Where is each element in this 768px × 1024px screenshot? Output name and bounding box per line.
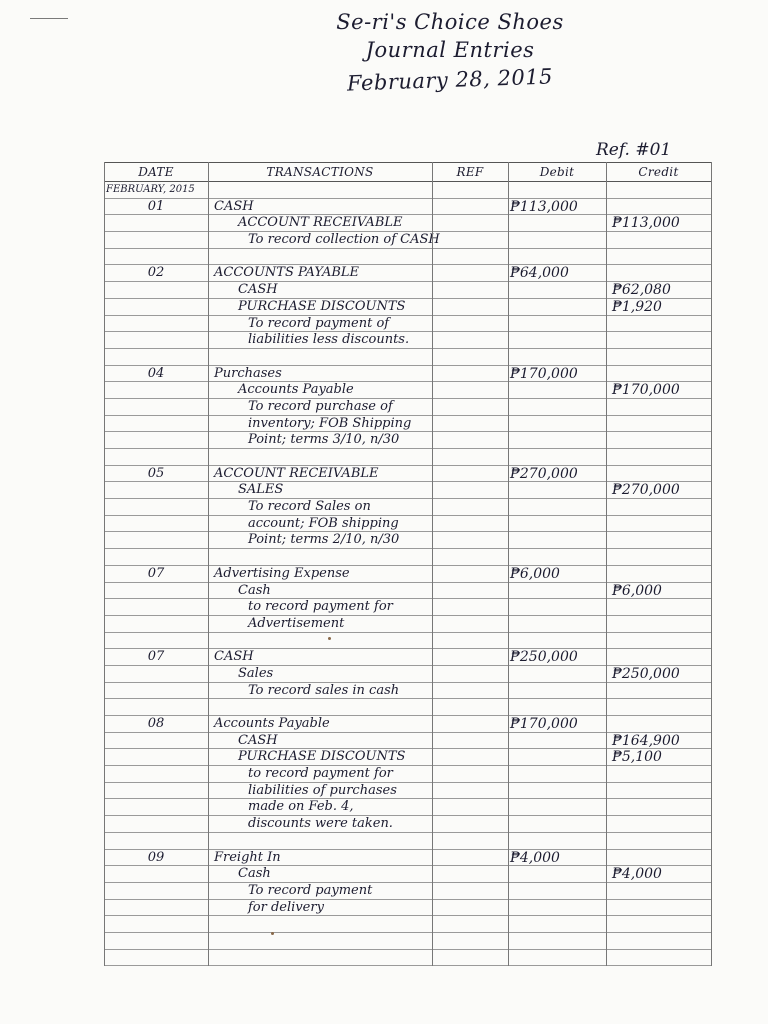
row-debit: ₱250,000 — [510, 649, 578, 666]
table-row — [104, 382, 711, 399]
row-date — [104, 916, 208, 932]
row-date — [104, 482, 208, 498]
row-transaction: To record purchase of — [248, 398, 393, 414]
table-row — [104, 799, 711, 816]
row-date: 07 — [147, 565, 165, 581]
table-row — [104, 850, 711, 867]
row-debit — [508, 182, 608, 198]
row-credit — [606, 499, 717, 515]
row-debit — [508, 399, 608, 415]
table-row — [104, 683, 711, 700]
table-row — [104, 566, 711, 583]
row-date — [104, 699, 208, 715]
row-transaction: To record payment — [248, 882, 373, 898]
row-credit — [606, 182, 717, 198]
row-date — [104, 232, 208, 248]
row-debit — [508, 916, 608, 932]
row-date — [104, 749, 208, 765]
table-row — [104, 933, 711, 950]
row-debit — [508, 382, 608, 398]
row-date — [104, 516, 208, 532]
table-row — [104, 583, 711, 600]
table-row — [104, 349, 711, 366]
row-debit — [508, 599, 608, 615]
row-debit — [508, 316, 608, 332]
row-transaction: To record collection of CASH — [248, 232, 440, 248]
row-debit — [508, 499, 608, 515]
scan-mark — [30, 18, 68, 19]
row-credit — [606, 265, 717, 281]
row-transaction: ACCOUNT RECEIVABLE — [238, 215, 403, 231]
row-date — [104, 399, 208, 415]
row-transaction: Cash — [238, 866, 271, 882]
row-date — [104, 799, 208, 815]
ink-speck — [271, 932, 274, 935]
row-credit — [606, 199, 717, 215]
row-debit — [508, 215, 608, 231]
row-credit — [606, 332, 717, 348]
row-debit — [508, 783, 608, 799]
table-row — [104, 549, 711, 566]
table-row — [104, 649, 711, 666]
col-header-ref: REF — [456, 165, 484, 179]
row-transaction — [208, 182, 438, 198]
table-row — [104, 783, 711, 800]
row-date: 05 — [147, 465, 165, 481]
row-debit — [508, 349, 608, 365]
row-date — [104, 449, 208, 465]
table-row — [104, 599, 711, 616]
row-transaction — [208, 699, 438, 715]
row-credit — [606, 416, 717, 432]
row-credit — [606, 799, 717, 815]
row-debit — [508, 866, 608, 882]
row-transaction: SALES — [238, 482, 284, 498]
row-transaction: CASH — [238, 282, 278, 298]
row-debit — [508, 232, 608, 248]
row-date — [104, 816, 208, 832]
row-credit — [606, 716, 717, 732]
row-credit — [606, 466, 717, 482]
table-row — [104, 916, 711, 933]
row-transaction: Accounts Payable — [238, 382, 354, 398]
table-row — [104, 816, 711, 833]
table-border-right — [711, 162, 712, 966]
row-transaction — [208, 349, 438, 365]
row-credit: ₱164,900 — [612, 732, 680, 749]
row-credit — [606, 683, 717, 699]
row-credit — [606, 633, 717, 649]
row-date — [104, 332, 208, 348]
row-debit — [508, 816, 608, 832]
row-credit — [606, 933, 717, 949]
row-date: FEBRUARY, 2015 — [106, 184, 195, 195]
table-row — [104, 516, 711, 533]
table-row — [104, 699, 711, 716]
row-transaction: ACCOUNTS PAYABLE — [214, 265, 360, 281]
table-row — [104, 733, 711, 750]
row-date: 02 — [147, 265, 165, 281]
row-date — [104, 633, 208, 649]
row-debit — [508, 616, 608, 632]
row-debit: ₱270,000 — [510, 465, 578, 482]
table-row — [104, 766, 711, 783]
table-row — [104, 900, 711, 917]
row-credit — [606, 432, 717, 448]
row-transaction — [208, 833, 438, 849]
row-date — [104, 382, 208, 398]
row-date — [104, 499, 208, 515]
row-transaction: liabilities less discounts. — [248, 332, 410, 348]
company-name: Se-ri's Choice Shoes — [336, 10, 564, 34]
row-credit — [606, 649, 717, 665]
table-row — [104, 749, 711, 766]
row-transaction: ACCOUNT RECEIVABLE — [214, 465, 379, 481]
row-credit — [606, 532, 717, 548]
row-transaction: to record payment for — [248, 599, 393, 615]
row-debit: ₱64,000 — [510, 265, 569, 282]
row-date — [104, 950, 208, 966]
row-date: 01 — [147, 198, 165, 214]
row-transaction: PURCHASE DISCOUNTS — [238, 298, 406, 314]
table-row — [104, 282, 711, 299]
row-transaction: To record sales in cash — [248, 682, 400, 698]
row-credit: ₱1,920 — [612, 298, 662, 315]
table-row — [104, 499, 711, 516]
row-debit — [508, 332, 608, 348]
row-transaction: Sales — [238, 665, 274, 681]
row-debit — [508, 683, 608, 699]
row-transaction: for delivery — [248, 899, 324, 915]
document-date: February 28, 2015 — [346, 64, 554, 96]
row-debit: ₱4,000 — [510, 849, 560, 866]
table-row — [104, 633, 711, 650]
row-transaction: Point; terms 3/10, n/30 — [248, 432, 400, 448]
table-row — [104, 416, 711, 433]
row-transaction: Point; terms 2/10, n/30 — [248, 532, 400, 548]
row-credit — [606, 349, 717, 365]
row-transaction: CASH — [214, 198, 254, 214]
row-credit: ₱62,080 — [612, 282, 671, 299]
row-date — [104, 883, 208, 899]
row-date: 09 — [147, 849, 165, 865]
row-date — [104, 683, 208, 699]
row-date — [104, 416, 208, 432]
table-row — [104, 182, 711, 199]
row-date — [104, 833, 208, 849]
row-transaction: CASH — [238, 732, 278, 748]
row-date: 04 — [147, 365, 165, 381]
table-row — [104, 232, 711, 249]
row-transaction — [208, 933, 438, 949]
row-credit — [606, 599, 717, 615]
row-transaction: discounts were taken. — [248, 816, 393, 832]
row-date — [104, 766, 208, 782]
row-date — [104, 532, 208, 548]
row-debit — [508, 833, 608, 849]
row-debit — [508, 449, 608, 465]
row-transaction — [208, 249, 438, 265]
row-credit: ₱270,000 — [612, 482, 680, 499]
col-divider-debit — [606, 162, 607, 966]
row-debit — [508, 900, 608, 916]
row-date — [104, 733, 208, 749]
row-debit — [508, 633, 608, 649]
row-transaction — [208, 950, 438, 966]
row-date — [104, 432, 208, 448]
row-debit — [508, 583, 608, 599]
row-date — [104, 666, 208, 682]
table-row — [104, 332, 711, 349]
row-date — [104, 900, 208, 916]
row-credit — [606, 699, 717, 715]
row-debit — [508, 482, 608, 498]
row-credit — [606, 232, 717, 248]
row-debit — [508, 799, 608, 815]
row-transaction — [208, 633, 438, 649]
row-date — [104, 866, 208, 882]
row-credit — [606, 249, 717, 265]
row-credit: ₱170,000 — [612, 382, 680, 399]
table-row — [104, 666, 711, 683]
row-debit — [508, 532, 608, 548]
row-credit — [606, 883, 717, 899]
row-date — [104, 583, 208, 599]
col-header-credit: Credit — [638, 165, 679, 179]
table-row — [104, 866, 711, 883]
table-border-left — [104, 162, 105, 966]
row-credit — [606, 766, 717, 782]
row-transaction: account; FOB shipping — [248, 515, 399, 531]
table-header — [104, 162, 711, 182]
row-transaction — [208, 549, 438, 565]
row-transaction: PURCHASE DISCOUNTS — [238, 749, 406, 765]
row-credit — [606, 783, 717, 799]
table-row — [104, 432, 711, 449]
row-credit — [606, 833, 717, 849]
table-row — [104, 449, 711, 466]
row-debit — [508, 699, 608, 715]
table-row — [104, 716, 711, 733]
row-credit — [606, 549, 717, 565]
row-date — [104, 215, 208, 231]
journal-table — [104, 162, 711, 966]
row-credit: ₱113,000 — [612, 215, 680, 232]
table-row — [104, 482, 711, 499]
col-divider-ref — [508, 162, 509, 966]
row-credit — [606, 816, 717, 832]
col-header-date: DATE — [138, 165, 174, 179]
row-debit — [508, 766, 608, 782]
document-title: Journal Entries — [365, 38, 535, 62]
row-transaction: made on Feb. 4, — [248, 799, 354, 815]
row-date — [104, 933, 208, 949]
table-row — [104, 466, 711, 483]
col-header-debit: Debit — [539, 165, 575, 179]
row-date: 07 — [147, 649, 165, 665]
row-debit — [508, 416, 608, 432]
table-row — [104, 616, 711, 633]
table-row — [104, 883, 711, 900]
row-transaction: inventory; FOB Shipping — [248, 415, 412, 431]
ink-speck — [328, 637, 331, 640]
row-date: 08 — [147, 716, 165, 731]
row-transaction: to record payment for — [248, 766, 393, 782]
row-date — [104, 299, 208, 315]
row-transaction: Purchases — [214, 365, 282, 381]
row-credit — [606, 399, 717, 415]
row-debit — [508, 432, 608, 448]
row-transaction: Cash — [238, 582, 271, 598]
col-divider-date — [208, 162, 209, 966]
row-credit — [606, 900, 717, 916]
row-transaction: Accounts Payable — [214, 716, 330, 731]
row-transaction: To record payment of — [248, 315, 390, 331]
row-credit — [606, 516, 717, 532]
row-credit: ₱4,000 — [612, 866, 662, 883]
row-credit — [606, 616, 717, 632]
row-transaction: Advertising Expense — [214, 565, 350, 581]
row-debit — [508, 549, 608, 565]
row-date — [104, 282, 208, 298]
table-row — [104, 316, 711, 333]
row-credit — [606, 950, 717, 966]
row-debit — [508, 249, 608, 265]
row-transaction — [208, 449, 438, 465]
table-row — [104, 299, 711, 316]
table-row — [104, 265, 711, 282]
table-row — [104, 199, 711, 216]
journal-rows — [104, 182, 711, 966]
table-row — [104, 399, 711, 416]
row-credit — [606, 850, 717, 866]
row-debit: ₱170,000 — [510, 716, 578, 732]
row-credit — [606, 449, 717, 465]
row-credit — [606, 366, 717, 382]
row-date — [104, 599, 208, 615]
row-debit — [508, 950, 608, 966]
row-debit — [508, 666, 608, 682]
row-credit: ₱250,000 — [612, 665, 680, 682]
row-date — [104, 783, 208, 799]
row-transaction: Advertisement — [248, 615, 345, 631]
row-transaction: To record Sales on — [248, 499, 371, 515]
table-row — [104, 833, 711, 850]
row-credit: ₱6,000 — [612, 582, 662, 599]
row-debit: ₱6,000 — [510, 565, 560, 582]
row-debit: ₱170,000 — [510, 365, 578, 382]
row-date — [104, 249, 208, 265]
row-date — [104, 616, 208, 632]
row-debit — [508, 282, 608, 298]
col-divider-transactions — [432, 162, 433, 966]
table-row — [104, 950, 711, 967]
table-row — [104, 249, 711, 266]
row-date — [104, 349, 208, 365]
row-date — [104, 549, 208, 565]
row-debit — [508, 516, 608, 532]
row-debit — [508, 933, 608, 949]
row-transaction: Freight In — [214, 849, 281, 865]
row-debit — [508, 733, 608, 749]
row-credit: ₱5,100 — [612, 749, 662, 766]
table-row — [104, 532, 711, 549]
row-debit — [508, 749, 608, 765]
row-credit — [606, 566, 717, 582]
row-debit: ₱113,000 — [510, 198, 578, 215]
row-credit — [606, 916, 717, 932]
row-date — [104, 316, 208, 332]
col-header-transactions: TRANSACTIONS — [266, 165, 374, 179]
table-row — [104, 215, 711, 232]
reference-number: Ref. #01 — [596, 140, 672, 160]
row-credit — [606, 316, 717, 332]
row-debit — [508, 299, 608, 315]
table-row — [104, 366, 711, 383]
row-transaction: CASH — [214, 649, 254, 665]
row-debit — [508, 883, 608, 899]
row-transaction — [208, 916, 438, 932]
row-transaction: liabilities of purchases — [248, 782, 397, 798]
